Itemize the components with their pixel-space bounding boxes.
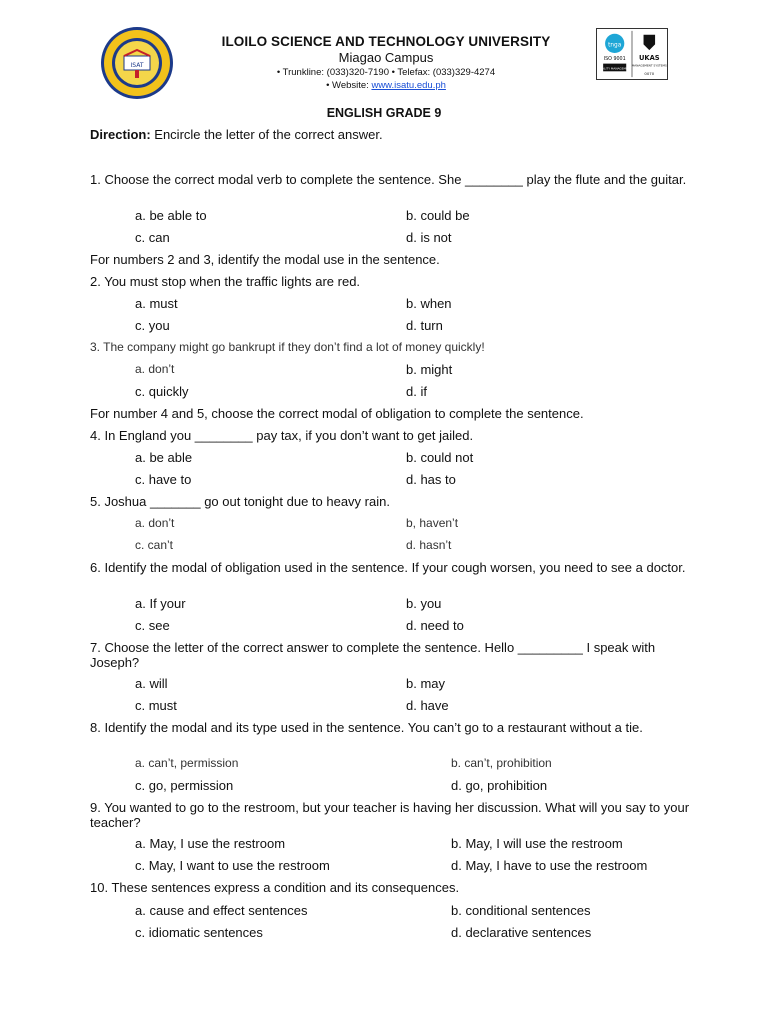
svg-text:UKAS: UKAS — [638, 53, 660, 62]
svg-text:0070: 0070 — [644, 71, 655, 77]
option-6d[interactable]: d. need to — [406, 618, 464, 633]
option-10a[interactable]: a. cause and effect sentences — [135, 903, 308, 918]
question-1: 1. Choose the correct modal verb to complete the sentence. She ________ play the flute and the guitar. — [90, 172, 687, 187]
option-2a[interactable]: a. must — [135, 296, 178, 311]
direction-label: Direction: — [90, 127, 151, 142]
option-10d[interactable]: d. declarative sentences — [451, 925, 592, 940]
instruction-note-4-5: For number 4 and 5, choose the correct modal of obligation to complete the sentence. — [90, 406, 584, 421]
option-1c[interactable]: c. can — [135, 230, 170, 245]
contact-line: • Trunkline: (033)320-7190 • Telefax: (033)329-4274 — [276, 67, 496, 78]
question-8: 8. Identify the modal and its type used in the sentence. You can’t go to a restaurant without a tie. — [90, 720, 643, 735]
svg-text:MANAGEMENT SYSTEMS: MANAGEMENT SYSTEMS — [631, 63, 667, 68]
option-1d[interactable]: d. is not — [406, 230, 452, 245]
option-6b[interactable]: b. you — [406, 596, 442, 611]
direction-line — [90, 127, 383, 142]
option-2d[interactable]: d. turn — [406, 318, 443, 333]
option-10b[interactable]: b. conditional sentences — [451, 903, 591, 918]
option-5d[interactable]: d. hasn’t — [406, 538, 452, 552]
option-4c[interactable]: c. have to — [135, 472, 192, 487]
document-title: ENGLISH GRADE 9 — [326, 106, 442, 120]
option-5c[interactable]: c. can’t — [135, 538, 174, 552]
svg-text:QUALITY MANAGEMENT: QUALITY MANAGEMENT — [597, 66, 632, 71]
website-line: • Website: www.isatu.edu.ph — [326, 80, 446, 91]
option-3a[interactable]: a. don’t — [135, 362, 175, 376]
question-4: 4. In England you ________ pay tax, if you don’t want to get jailed. — [90, 428, 474, 443]
option-6c[interactable]: c. see — [135, 618, 170, 633]
option-7d[interactable]: d. have — [406, 698, 449, 713]
option-3b[interactable]: b. might — [406, 362, 453, 377]
option-7a[interactable]: a. will — [135, 676, 168, 691]
option-3c[interactable]: c. quickly — [135, 384, 189, 399]
university-seal-icon — [100, 26, 174, 100]
option-2b[interactable]: b. when — [406, 296, 452, 311]
option-5b[interactable]: b, haven’t — [406, 516, 459, 530]
university-name: ILOILO SCIENCE AND TECHNOLOGY UNIVERSITY — [221, 34, 551, 49]
option-7c[interactable]: c. must — [135, 698, 177, 713]
question-7: 7. Choose the letter of the correct answer to complete the sentence. Hello _________ I speak with Joseph? — [90, 640, 656, 670]
instruction-note-2-3: For numbers 2 and 3, identify the modal use in the sentence. — [90, 252, 440, 267]
option-1a[interactable]: a. be able to — [135, 208, 207, 223]
website-link[interactable]: www.isatu.edu.ph — [371, 80, 446, 91]
option-4a[interactable]: a. be able — [135, 450, 193, 465]
question-5: 5. Joshua _______ go out tonight due to heavy rain. — [90, 494, 390, 509]
option-8c[interactable]: c. go, permission — [135, 778, 234, 793]
letterhead — [0, 22, 768, 102]
option-5a[interactable]: a. don’t — [135, 516, 175, 530]
question-10: 10. These sentences express a condition and its consequences. — [90, 880, 460, 895]
option-6a[interactable]: a. If your — [135, 596, 186, 611]
option-9b[interactable]: b. May, I will use the restroom — [451, 836, 623, 851]
option-9c[interactable]: c. May, I want to use the restroom — [135, 858, 330, 873]
option-8a[interactable]: a. can’t, permission — [135, 756, 239, 770]
option-8b[interactable]: b. can’t, prohibition — [451, 756, 552, 770]
question-6: 6. Identify the modal of obligation used in the sentence. If your cough worsen, you need to see a doctor. — [90, 560, 686, 575]
option-10c[interactable]: c. idiomatic sentences — [135, 925, 263, 940]
question-9: 9. You wanted to go to the restroom, but your teacher is having her discussion. What will you say to your teacher? — [90, 800, 690, 830]
certification-logo-icon — [596, 28, 668, 80]
option-4d[interactable]: d. has to — [406, 472, 456, 487]
svg-text:ISO 9001: ISO 9001 — [603, 56, 626, 62]
option-9d[interactable]: d. May, I have to use the restroom — [451, 858, 648, 873]
svg-text:tnga: tnga — [608, 42, 622, 49]
option-4b[interactable]: b. could not — [406, 450, 474, 465]
svg-text:ISAT: ISAT — [130, 62, 144, 69]
option-8d[interactable]: d. go, prohibition — [451, 778, 548, 793]
option-1b[interactable]: b. could be — [406, 208, 470, 223]
direction-text: Encircle the letter of the correct answer. — [150, 127, 383, 142]
question-3: 3. The company might go bankrupt if they don’t find a lot of money quickly! — [90, 340, 485, 354]
option-2c[interactable]: c. you — [135, 318, 170, 333]
campus-name: Miagao Campus — [338, 50, 434, 65]
option-7b[interactable]: b. may — [406, 676, 446, 691]
option-3d[interactable]: d. if — [406, 384, 427, 399]
question-2: 2. You must stop when the traffic lights are red. — [90, 274, 361, 289]
option-9a[interactable]: a. May, I use the restroom — [135, 836, 286, 851]
